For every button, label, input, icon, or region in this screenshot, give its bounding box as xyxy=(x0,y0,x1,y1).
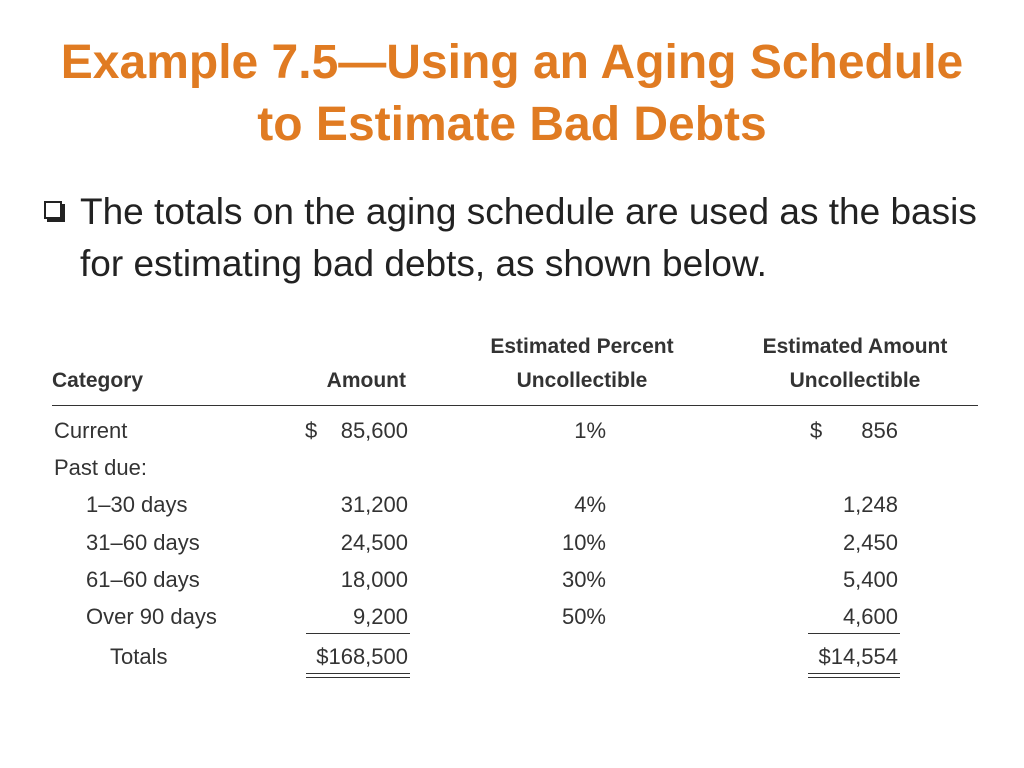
row-amount: 9,200 xyxy=(352,604,408,629)
totals-label: Totals xyxy=(110,644,168,669)
row-category: Past due: xyxy=(54,455,147,480)
row-percent: 1% xyxy=(574,418,606,443)
row-percent: 10% xyxy=(561,530,606,555)
totals-est-amount: $14,554 xyxy=(818,644,898,669)
header-percent-line1: Estimated Percent xyxy=(490,335,674,358)
header-est-amount-line2: Uncollectible xyxy=(789,369,921,392)
row-amount: 31,200 xyxy=(340,492,408,517)
header-est-amount-line1: Estimated Amount xyxy=(762,335,948,358)
row-est-amount: 2,450 xyxy=(842,530,898,555)
row-category: Over 90 days xyxy=(86,604,217,629)
est-amount-total-double-rule xyxy=(808,673,900,678)
row-percent: 50% xyxy=(561,604,606,629)
amount-subtotal-rule xyxy=(306,633,410,634)
aging-schedule-table xyxy=(52,0,978,768)
est-amount-subtotal-rule xyxy=(808,633,900,634)
slide-title-line1: Example 7.5—Using an Aging Schedule xyxy=(60,36,964,89)
header-rule xyxy=(52,405,978,406)
row-est-amount: 4,600 xyxy=(842,604,898,629)
row-est-amount: 856 xyxy=(861,418,898,443)
header-amount: Amount xyxy=(326,369,406,392)
row-amount: 18,000 xyxy=(340,567,408,592)
row-category: 61–60 days xyxy=(86,567,200,592)
row-est-prefix: $ xyxy=(810,418,823,443)
row-amount-prefix: $ xyxy=(305,418,318,443)
row-category: 1–30 days xyxy=(86,492,188,517)
row-est-amount: 1,248 xyxy=(842,492,898,517)
header-category: Category xyxy=(52,369,144,392)
row-amount: 85,600 xyxy=(340,418,408,443)
header-percent-line2: Uncollectible xyxy=(516,369,648,392)
totals-amount: $168,500 xyxy=(316,644,408,669)
slide-title-line2: to Estimate Bad Debts xyxy=(257,98,767,151)
row-category: 31–60 days xyxy=(86,530,200,555)
bullet-text: The totals on the aging schedule are used as the basis for estimating bad debts, as shown below. xyxy=(80,191,977,284)
row-amount: 24,500 xyxy=(340,530,408,555)
row-percent: 30% xyxy=(561,567,606,592)
row-est-amount: 5,400 xyxy=(842,567,898,592)
row-category: Current xyxy=(54,418,128,443)
row-percent: 4% xyxy=(574,492,606,517)
amount-total-double-rule xyxy=(306,673,410,678)
